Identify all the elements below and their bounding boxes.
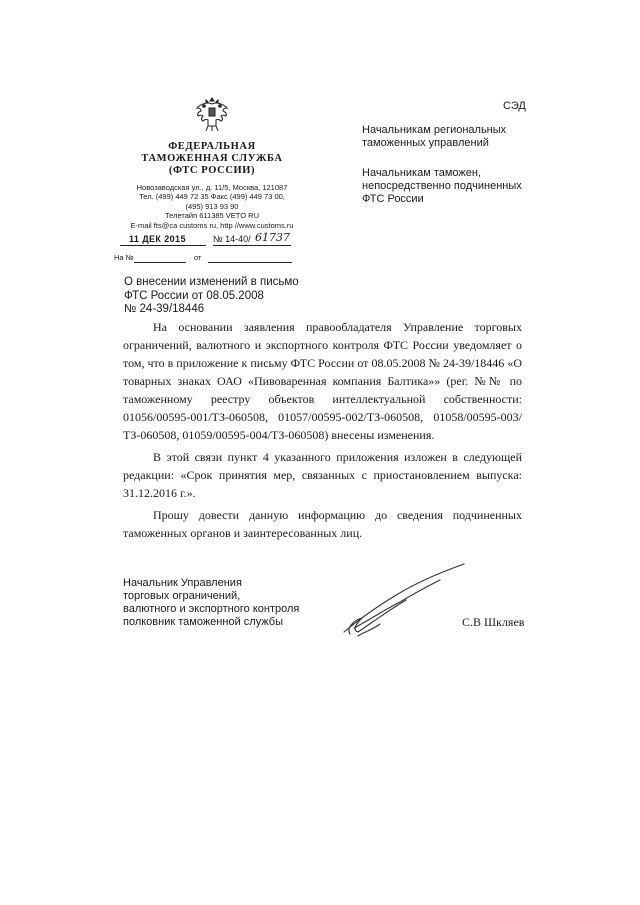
body-paragraph-1: На основании заявления правообладателя Управление торговых ограничений, валютного и экспортного контроля ФТС России уведомляет о том, что в приложение к письму ФТС России от 08.05.2008 № 24-39/18446 «О товарных знаках ОАО «Пивоваренная компания Балтика»» (рег. №№ по таможенному реестру объектов интеллектуальной собственности: 01056/00595-001/ТЗ-060508, 01057/00595-002/ТЗ-060508, 01058/00595-003/ ТЗ-060508, 01059/00595-004/ТЗ-060508) внесены изменения. xyxy=(123,320,522,442)
number-underline xyxy=(213,245,291,246)
addressee-2-line3: ФТС России xyxy=(362,193,424,205)
subject-line3: № 24-39/18446 xyxy=(124,303,205,315)
agency-name-line1: ФЕДЕРАЛЬНАЯ xyxy=(168,141,256,152)
address-line1: Новозаводская ул., д. 11/5, Москва, 121087 xyxy=(136,183,288,192)
signatory-title-line3: валютного и экспортного контроля xyxy=(123,603,300,615)
letter-number-handwritten: 61737 xyxy=(255,231,290,244)
handwritten-signature xyxy=(336,562,470,642)
agency-name xyxy=(122,141,302,177)
reference-number-blank xyxy=(134,262,186,263)
subject-line2: ФТС России от 08.05.2008 xyxy=(124,289,264,302)
letter-number-label: № 14-40/ xyxy=(213,234,251,244)
address-line4: Телетайп 611385 VETO RU xyxy=(165,211,259,221)
letter-body xyxy=(123,318,522,546)
sed-mark: СЭД xyxy=(503,100,526,112)
addressee-1-line2: таможенных управлений xyxy=(362,137,489,149)
reference-line xyxy=(114,253,314,265)
subject-line1: О внесении изменений в письмо xyxy=(124,276,299,288)
signatory-name: С.В Шкляев xyxy=(462,615,525,629)
addressee-block-2 xyxy=(362,167,562,206)
letter-subject xyxy=(124,276,324,317)
agency-address xyxy=(112,183,312,230)
addressee-2-line2: непосредственно подчиненных xyxy=(362,180,522,192)
addressee-2-line1: Начальникам таможен, xyxy=(362,167,482,179)
agency-name-line2: ТАМОЖЕННАЯ СЛУЖБА xyxy=(141,153,283,164)
body-paragraph-3: Прошу довести данную информацию до сведения подчиненных таможенных органов и заинтересованных лиц. xyxy=(123,508,522,540)
addressee-1-line1: Начальникам региональных xyxy=(362,124,507,136)
address-line2: Тел. (499) 449 72 35 Факс (499) 449 73 00, xyxy=(139,192,285,202)
address-line3: (495) 913 93 90 xyxy=(185,201,239,211)
letter-date: 11 ДЕК 2015 xyxy=(129,234,186,244)
signatory-title-line1: Начальник Управления xyxy=(123,577,242,589)
body-paragraph-2: В этой связи пункт 4 указанного приложения изложен в следующей редакции: «Срок принятия мер, связанных с приостановлением выпуска: 31.12.2016 г.». xyxy=(123,450,522,500)
date-underline xyxy=(120,245,206,246)
reference-date-label: от xyxy=(194,253,202,262)
signatory-title-line4: полковник таможенной службы xyxy=(123,616,283,628)
reference-number-label: На № xyxy=(114,253,134,262)
addressee-block-1 xyxy=(362,124,562,150)
agency-name-line3: (ФТС РОССИИ) xyxy=(168,165,256,176)
double-headed-eagle-emblem-icon xyxy=(192,94,232,134)
signatory-title-line2: торговых ограничений, xyxy=(123,590,241,602)
address-line5: E-mail fts@ca customs ru, http //www.customs.ru xyxy=(130,220,294,230)
signatory-title xyxy=(123,577,323,629)
reference-date-blank xyxy=(208,262,292,263)
registration-line xyxy=(115,233,315,247)
